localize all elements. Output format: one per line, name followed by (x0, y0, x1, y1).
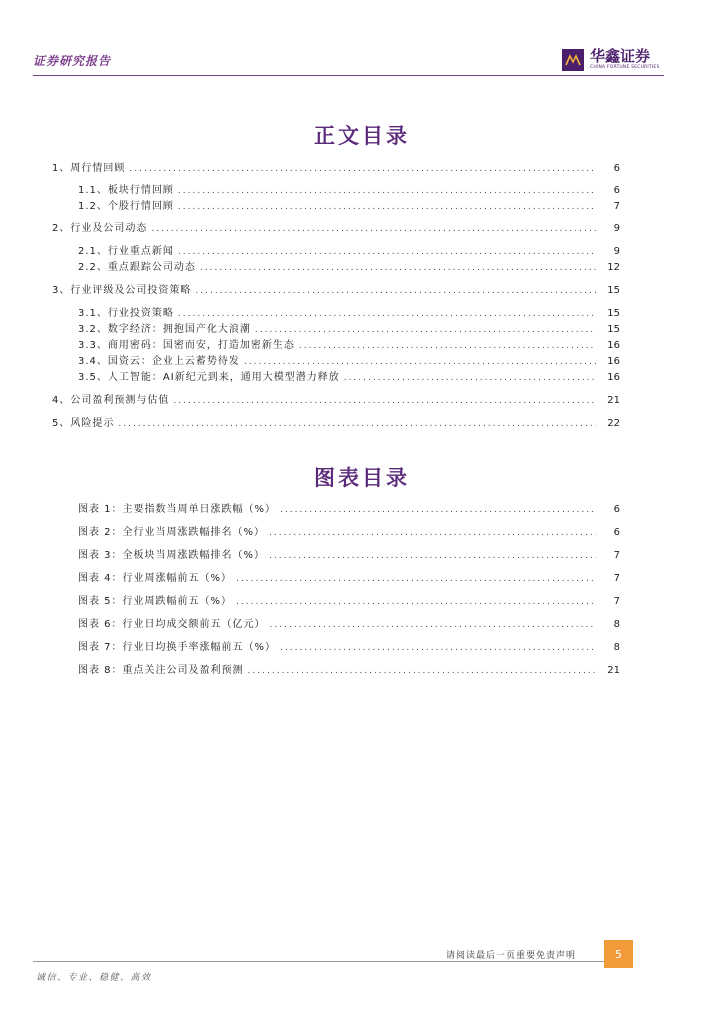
toc-entry-page: 15 (607, 285, 620, 296)
figure-entry[interactable] (78, 641, 620, 655)
dot-leader (118, 417, 596, 431)
toc-entry-label: 3.4、国资云：企业上云蓄势待发 (78, 356, 240, 367)
figure-entry[interactable] (78, 664, 620, 678)
toc-entry-label: 3.1、行业投资策略 (78, 308, 174, 319)
dot-leader (269, 526, 596, 540)
dot-leader (269, 549, 596, 563)
toc-entry-page: 9 (613, 223, 620, 234)
toc-entry-label: 2.1、行业重点新闻 (78, 246, 174, 257)
figure-entry[interactable] (78, 572, 620, 586)
toc-entry-label: 3.5、人工智能：AI新纪元到来，通用大模型潜力释放 (78, 372, 340, 383)
company-motto: 诚信、专业、稳健、高效 (36, 973, 152, 983)
dot-leader (244, 355, 596, 369)
brand-mark-icon (562, 49, 584, 71)
toc-entry[interactable] (78, 307, 620, 321)
figure-entry-label: 图表 4：行业周涨幅前五（%） (78, 573, 233, 584)
toc-entry[interactable] (78, 261, 620, 275)
figure-entry[interactable] (78, 595, 620, 609)
toc-entry-page: 21 (607, 395, 620, 406)
toc-entry-page: 16 (607, 340, 620, 351)
figure-entry[interactable] (78, 618, 620, 632)
figure-entry-label: 图表 8：重点关注公司及盈利预测 (78, 665, 244, 676)
figure-entry-page: 8 (613, 619, 620, 630)
toc-entry[interactable] (78, 245, 620, 259)
toc-entry[interactable] (78, 323, 620, 337)
figure-entry[interactable] (78, 549, 620, 563)
dot-leader (280, 641, 596, 655)
brand-subtitle: CHINA FORTUNE SECURITIES (590, 65, 660, 70)
toc-entry-page: 15 (607, 324, 620, 335)
dot-leader (178, 200, 596, 214)
toc-entry[interactable] (78, 184, 620, 198)
dot-leader (344, 371, 596, 385)
toc-heading: 正文目录 (314, 123, 410, 148)
toc-entry-label: 1.2、个股行情回顾 (78, 201, 174, 212)
toc-entry[interactable] (52, 222, 620, 236)
toc-entry[interactable] (52, 162, 620, 176)
figure-entry-page: 8 (613, 642, 620, 653)
toc-entry-label: 2、行业及公司动态 (52, 223, 148, 234)
toc-entry-page: 6 (613, 185, 620, 196)
toc-entry[interactable] (78, 355, 620, 369)
header-divider (33, 75, 664, 76)
dot-leader (178, 184, 596, 198)
toc-entry-label: 3.3、商用密码：国密而安，打造加密新生态 (78, 340, 295, 351)
dot-leader (280, 503, 596, 517)
figure-entry-page: 6 (613, 527, 620, 538)
figure-entry-page: 7 (613, 573, 620, 584)
figure-entry-label: 图表 7：行业日均换手率涨幅前五（%） (78, 642, 277, 653)
dot-leader (195, 284, 596, 298)
page-number-badge: 5 (604, 940, 633, 968)
toc-entry[interactable] (52, 394, 620, 408)
dot-leader (248, 664, 596, 678)
toc-entry-page: 6 (613, 163, 620, 174)
toc-entry-label: 3、行业评级及公司投资策略 (52, 285, 192, 296)
figure-entry-label: 图表 3：全板块当周涨跌幅排名（%） (78, 550, 266, 561)
figure-entry-page: 6 (613, 504, 620, 515)
figure-entry-label: 图表 5：行业周跌幅前五（%） (78, 596, 233, 607)
toc-entry-page: 12 (607, 262, 620, 273)
dot-leader (236, 595, 596, 609)
toc-entry-page: 7 (613, 201, 620, 212)
toc-entry[interactable] (78, 371, 620, 385)
report-type-label: 证券研究报告 (33, 54, 112, 68)
dot-leader (270, 618, 596, 632)
figure-entry[interactable] (78, 503, 620, 517)
toc-entry-label: 2.2、重点跟踪公司动态 (78, 262, 196, 273)
dot-leader (200, 261, 596, 275)
dot-leader (255, 323, 596, 337)
toc-entry-label: 3.2、数字经济：拥抱国产化大浪潮 (78, 324, 251, 335)
page-header (0, 0, 724, 80)
dot-leader (299, 339, 596, 353)
dot-leader (236, 572, 596, 586)
toc-entry-label: 5、风险提示 (52, 418, 115, 429)
footer-divider (33, 961, 604, 962)
dot-leader (173, 394, 596, 408)
disclaimer-note: 请阅读最后一页重要免责声明 (446, 951, 577, 961)
toc-entry-page: 16 (607, 356, 620, 367)
brand-logo (562, 48, 660, 71)
toc-entry-page: 16 (607, 372, 620, 383)
figure-entry-label: 图表 2：全行业当周涨跌幅排名（%） (78, 527, 266, 538)
dot-leader (151, 222, 596, 236)
figure-entry-page: 7 (613, 596, 620, 607)
dot-leader (178, 245, 596, 259)
toc-entry-label: 1.1、板块行情回顾 (78, 185, 174, 196)
dot-leader (129, 162, 596, 176)
toc-entry-page: 9 (613, 246, 620, 257)
figure-entry[interactable] (78, 526, 620, 540)
figure-entry-label: 图表 6：行业日均成交额前五（亿元） (78, 619, 266, 630)
toc-entry[interactable] (52, 417, 620, 431)
figure-entry-page: 21 (607, 665, 620, 676)
toc-entry[interactable] (78, 339, 620, 353)
toc-entry-label: 1、周行情回顾 (52, 163, 126, 174)
figure-entry-label: 图表 1：主要指数当周单日涨跌幅（%） (78, 504, 277, 515)
dot-leader (178, 307, 596, 321)
toc-entry[interactable] (78, 200, 620, 214)
toc-entry-page: 22 (607, 418, 620, 429)
brand-name: 华鑫证券 (590, 47, 651, 65)
figures-heading: 图表目录 (314, 465, 410, 490)
toc-entry-label: 4、公司盈利预测与估值 (52, 395, 170, 406)
figure-entry-page: 7 (613, 550, 620, 561)
toc-entry-page: 15 (607, 308, 620, 319)
toc-entry[interactable] (52, 284, 620, 298)
